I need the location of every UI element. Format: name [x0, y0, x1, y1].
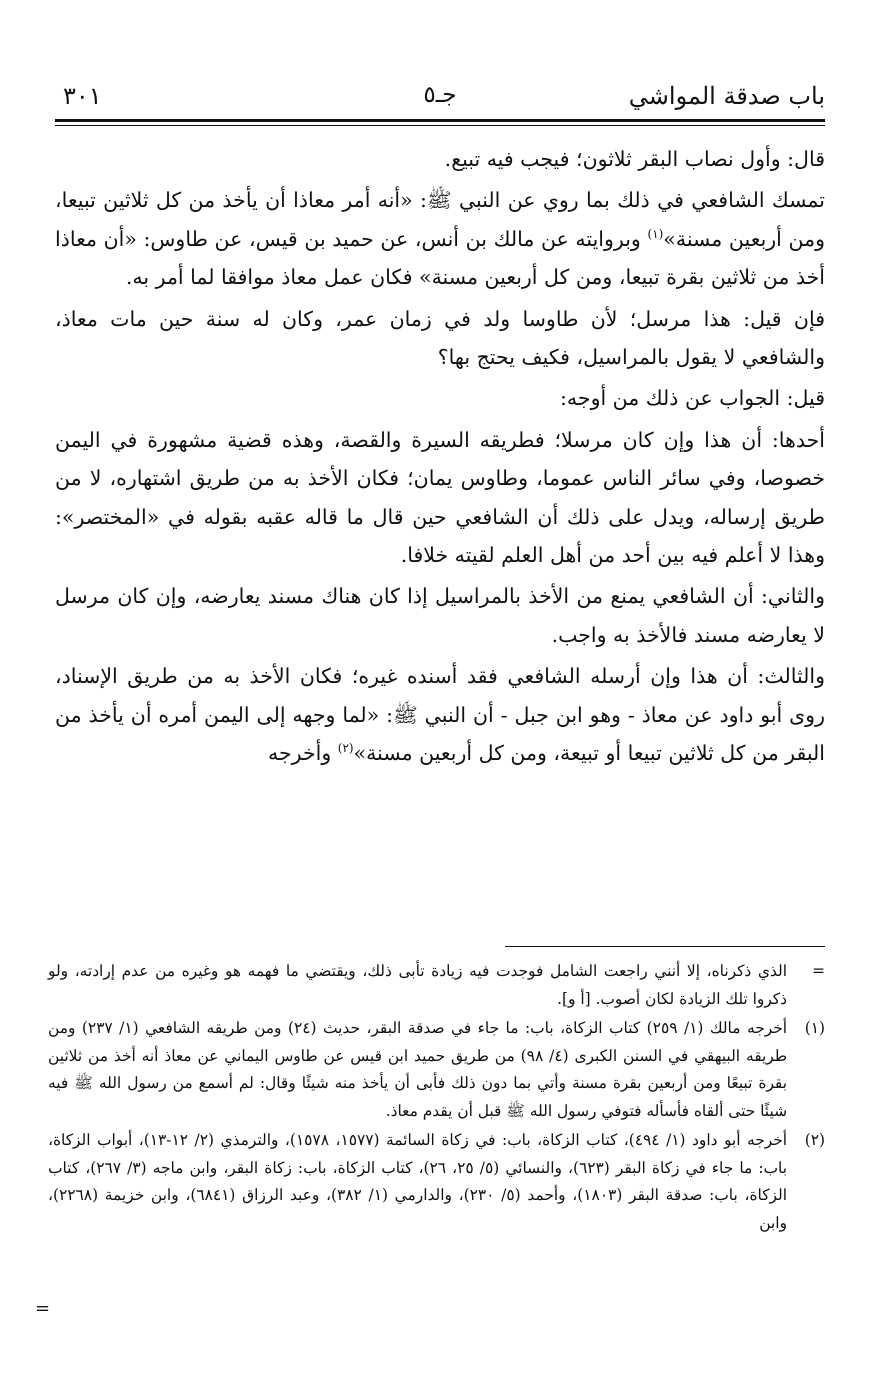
page-header — [55, 78, 825, 118]
paragraph: فإن قيل: هذا مرسل؛ لأن طاوسا ولد في زمان عمر، وكان له سنة حين مات معاذ، والشافعي لا يقول بالمراسيل، فكيف يحتج بها؟ — [55, 306, 825, 370]
footnote-continuation — [48, 958, 825, 1013]
footnote-2 — [48, 1127, 825, 1237]
footnote-text: الذي ذكرناه، إلا أنني راجعت الشامل فوجدت فيه زيادة تأبى ذلك، ويقتضي ما فهمه هو وغيره من عدم إرادته، ولو ذكروا تلك الزيادة لكان أصوب. [أ و]. — [48, 962, 787, 1008]
paragraph — [55, 657, 825, 772]
footnote-1 — [48, 1015, 825, 1125]
header-rule-thick — [55, 119, 825, 122]
continuation-bottom-mark: = — [35, 1298, 51, 1319]
footnote-separator — [505, 946, 825, 947]
paragraph-text: تمسك الشافعي في ذلك بما روي عن النبي ﷺ: «أنه أمر معاذا أن يأخذ من كل ثلاثين تبيعا، ومن أربعين مسنة» — [55, 188, 825, 251]
paragraph — [55, 181, 825, 296]
footnote-ref: (٢) — [337, 741, 354, 756]
footnote-text: أخرجه مالك (١/ ٢٥٩) كتاب الزكاة، باب: ما جاء في صدقة البقر، حديث (٢٤) ومن طريقه الشافعي (١/ ٢٣٧) ومن طريقه البيهقي في السنن الكبرى (٤/ ٩٨) من طريق حميد ابن قيس عن طاوس اليماني عن معاذ أنه أخذ من ثلاثين بقرة تبيعًا ومن أربعين بقرة مسنة وأتي بما دون ذلك فأبى أن يأخذ منه شيئًا وقال: لم أسمع من رسول الله ﷺ فيه شيئًا حتى ألقاه فأسأله فتوفي رسول الله ﷺ قبل أن يقدم معاذ. — [48, 1019, 788, 1120]
footnote-ref: (١) — [647, 226, 664, 241]
volume-label: جـ٥ — [423, 82, 457, 108]
paragraph-text: وبروايته عن مالك بن أنس، عن حميد بن قيس، عن طاوس: «أن معاذا أخذ من ثلاثين بقرة تبيعا، ومن كل أربعين مسنة» فكان عمل معاذ موافقا لما أمر به. — [55, 226, 825, 290]
footnote-number: (١) — [804, 1019, 825, 1037]
footnotes — [48, 958, 825, 1239]
paragraph-text: وأخرجه — [268, 741, 338, 766]
paragraph: والثاني: أن الشافعي يمنع من الأخذ بالمراسيل إذا كان هناك مسند يعارضه، وإن كان مرسل لا يعارضه مسند فالأخذ به واجب. — [55, 584, 825, 647]
chapter-title: باب صدقة المواشي — [628, 82, 825, 110]
continuation-mark: = — [812, 962, 825, 980]
paragraph-text: والثالث: أن هذا وإن أرسله الشافعي فقد أسنده غيره؛ فكان الأخذ به من طريق الإسناد، روى أبو داود عن معاذ - وهو ابن جبل - أن النبي ﷺ: «لما وجهه إلى اليمن أمره أن يأخذ من البقر من كل ثلاثين تبيعا أو تبيعة، ومن كل أربعين مسنة» — [55, 664, 825, 766]
header-rule-thin — [55, 125, 825, 126]
footnote-text: أخرجه أبو داود (١/ ٤٩٤)، كتاب الزكاة، باب: في زكاة السائمة (١٥٧٧، ١٥٧٨)، والترمذي (٢/ ١٢-١٣)، أبواب الزكاة، باب: ما جاء في زكاة البقر (٦٢٣)، والنسائي (٥/ ٢٥، ٢٦)، كتاب الزكاة، باب: زكاة البقر، وابن ماجه (٣/ ٢٦٧)، كتاب الزكاة، باب: صدقة البقر (١٨٠٣)، وأحمد (٥/ ٢٣٠)، والدارمي (١/ ٣٨٢)، وعبد الرزاق (٦٨٤١)، وابن خزيمة (٢٢٦٨)، وابن — [48, 1131, 788, 1232]
main-text — [55, 140, 825, 776]
paragraph: أحدها: أن هذا وإن كان مرسلا؛ فطريقه السيرة والقصة، وهذه قضية مشهورة في اليمن خصوصا، وفي سائر الناس عموما، وطاوس يمان؛ فكان الأخذ به من طريق اشتهاره، لا من طريق إرساله، ويدل على ذلك أن الشافعي حين قال ما قاله عقبه بقوله في «المختصر»: وهذا لا أعلم فيه بين أحد من أهل العلم لقيته خلافا. — [55, 427, 825, 568]
footnote-number: (٢) — [804, 1131, 825, 1149]
page-number: ٣٠١ — [63, 82, 102, 110]
paragraph: قيل: الجواب عن ذلك من أوجه: — [560, 386, 825, 411]
paragraph: قال: وأول نصاب البقر ثلاثون؛ فيجب فيه تبيع. — [444, 147, 825, 171]
